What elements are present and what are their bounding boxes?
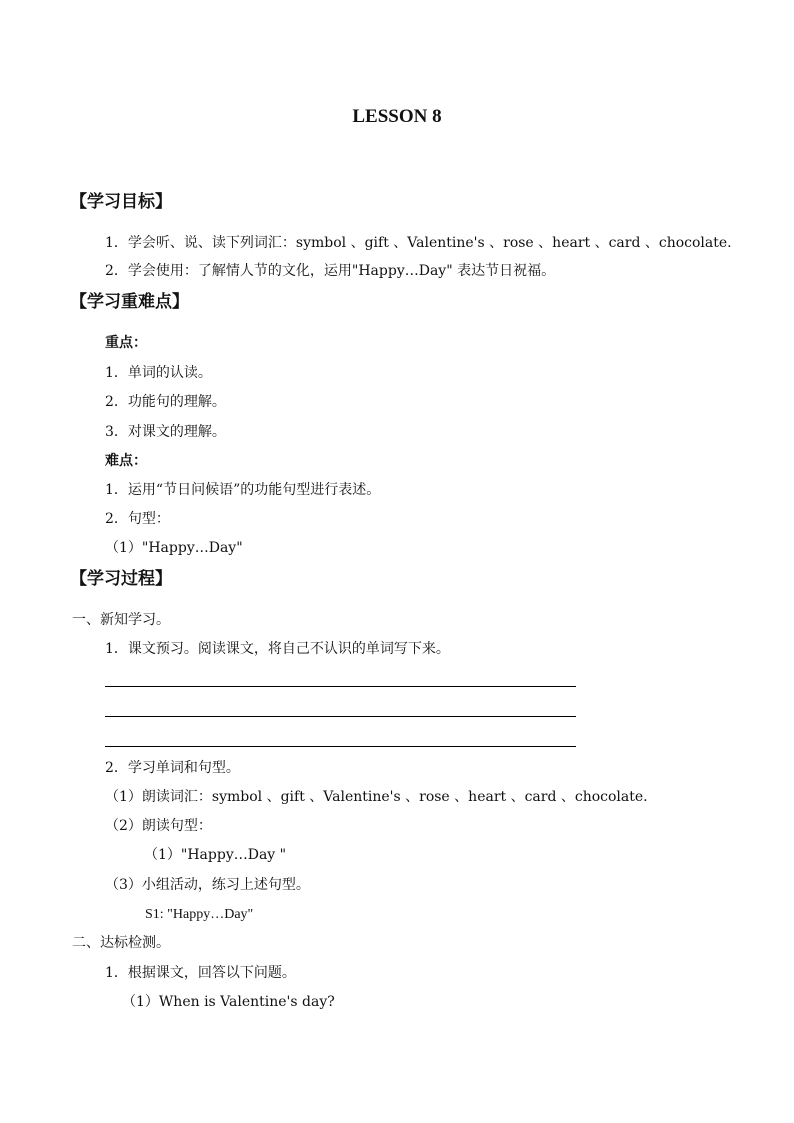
read-words: （1）朗读词汇：symbol 、gift 、Valentine's 、rose 、heart 、card 、chocolate. bbox=[105, 789, 648, 805]
difficult-item-3: （1）"Happy…Day" bbox=[105, 540, 243, 556]
answer-line-2 bbox=[105, 716, 576, 717]
difficult-item-2: 2．句型： bbox=[105, 511, 170, 527]
answer-line-3 bbox=[105, 746, 576, 747]
answer-line-1 bbox=[105, 686, 576, 687]
sentence-1: （1）"Happy…Day " bbox=[144, 847, 287, 863]
key-item-3: 3．对课文的理解。 bbox=[105, 424, 226, 440]
objective-item-2: 2．学会使用：了解情人节的文化，运用"Happy…Day" 表达节日祝福。 bbox=[105, 263, 556, 279]
key-item-2: 2．功能句的理解。 bbox=[105, 394, 226, 410]
step2: 2．学习单词和句型。 bbox=[105, 760, 240, 776]
process-heading: 【学习过程】 bbox=[70, 569, 172, 589]
objective-item-1: 1．学会听、说、读下列词汇：symbol 、gift 、Valentine's 、rose 、heart 、card 、chocolate. bbox=[105, 235, 732, 251]
group-activity: （3）小组活动，练习上述句型。 bbox=[105, 877, 310, 893]
s1-line: S1: "Happy…Day" bbox=[145, 907, 254, 922]
difficult-item-1: 1．运用“节日问候语”的功能句型进行表述。 bbox=[105, 482, 381, 498]
question-intro: 1．根据课文，回答以下问题。 bbox=[105, 965, 296, 981]
part2-title: 二、达标检测。 bbox=[72, 935, 170, 951]
page-title: LESSON 8 bbox=[352, 106, 442, 127]
key-item-1: 1．单词的认读。 bbox=[105, 365, 212, 381]
objectives-heading: 【学习目标】 bbox=[70, 192, 172, 212]
difficult-label: 难点： bbox=[105, 453, 147, 469]
part1-title: 一、新知学习。 bbox=[72, 612, 170, 628]
key-points-heading: 【学习重难点】 bbox=[70, 292, 189, 312]
question-1: （1）When is Valentine's day? bbox=[122, 994, 335, 1010]
key-label: 重点： bbox=[105, 335, 147, 351]
step1: 1．课文预习。阅读课文，将自己不认识的单词写下来。 bbox=[105, 641, 450, 657]
read-sentences: （2）朗读句型： bbox=[105, 818, 212, 834]
